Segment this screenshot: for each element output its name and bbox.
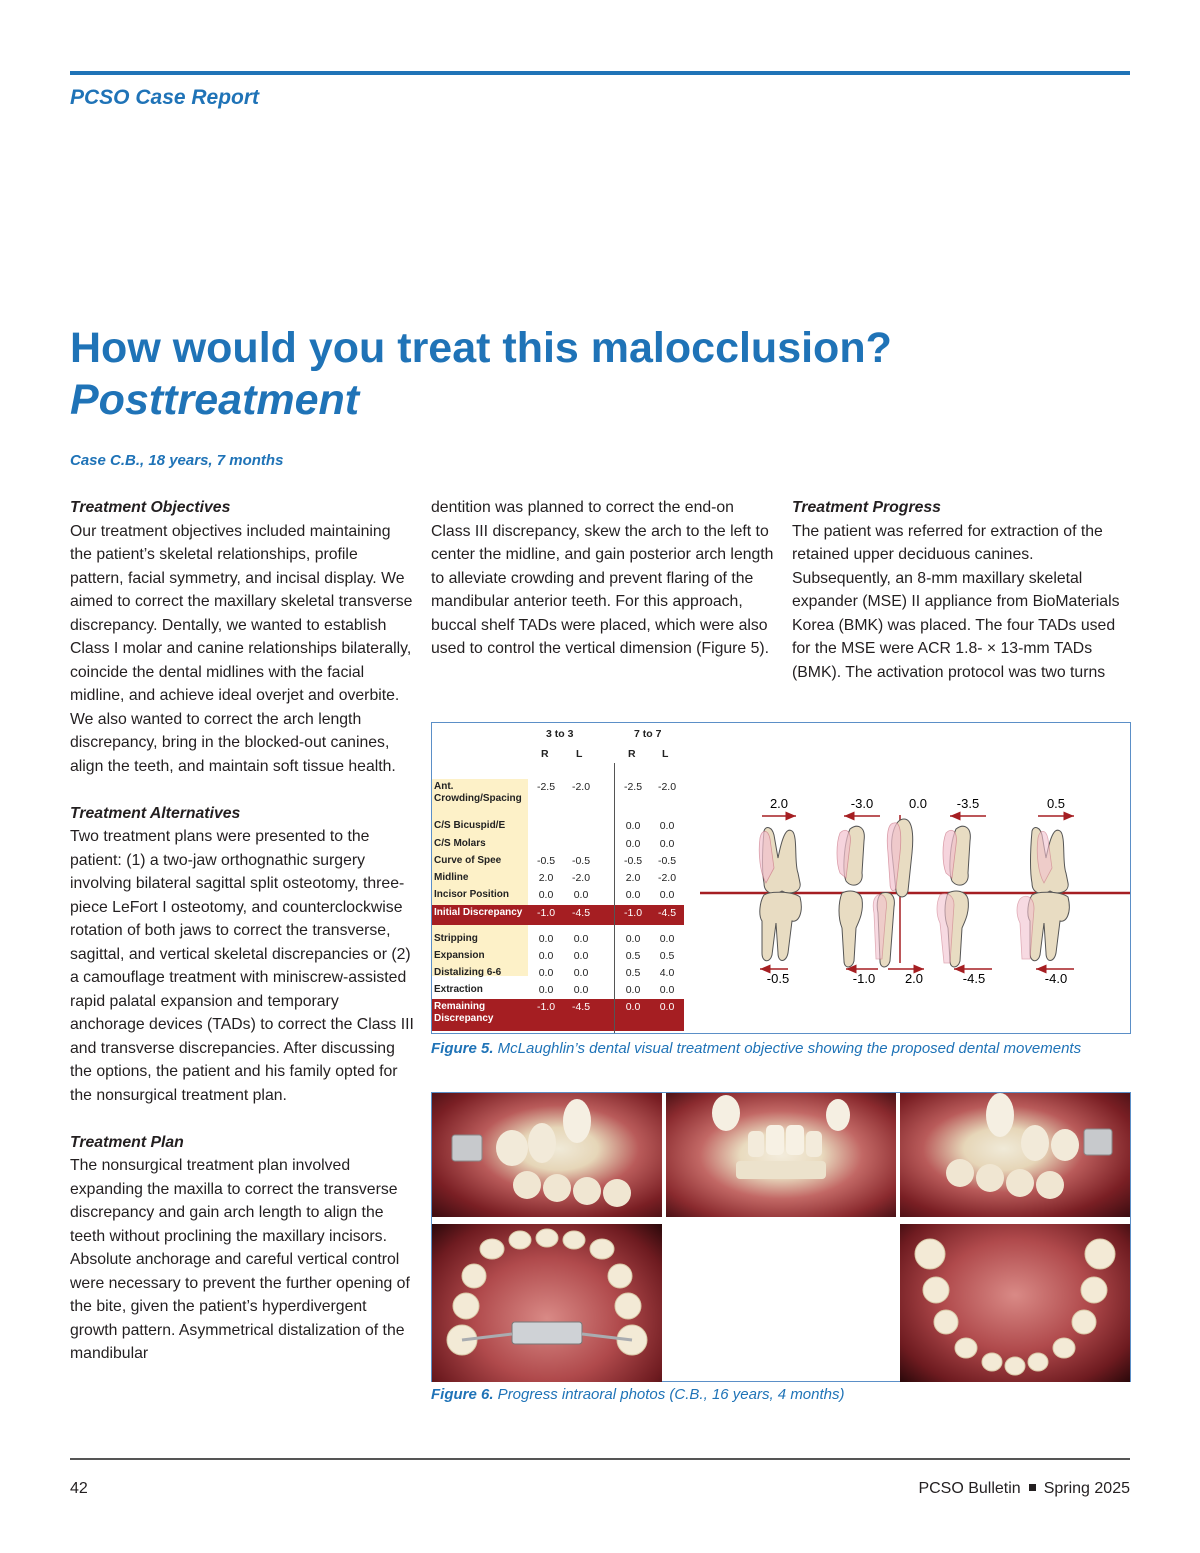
vto-cell: -2.5 — [536, 781, 556, 793]
title-main: How would you treat this malocclusion? — [70, 324, 892, 372]
upper-value: -3.5 — [956, 796, 980, 811]
figure-5-caption — [431, 1040, 1131, 1057]
section-label: PCSO Case Report — [70, 86, 260, 109]
intraoral-photo-frontal — [666, 1093, 896, 1217]
vto-row-label: Ant. Crowding/Spacing — [434, 781, 522, 804]
vto-cell: -4.5 — [571, 907, 591, 919]
vto-cell: -2.5 — [623, 781, 643, 793]
vto-row — [432, 948, 684, 965]
vto-cell: -2.0 — [657, 872, 677, 884]
col2-text: dentition was planned to correct the end-on Class III discrepancy, skew the arch to the left to center the midline, and gain posterior arch length to alleviate crowding and prevent flaring of the mandibular anterior teeth. For this approach, buccal shelf TADs were placed, which were also used to control the vertical dimension (Figure 5). — [431, 499, 774, 657]
vto-side-header: L — [576, 748, 583, 760]
vto-side-header: R — [628, 748, 636, 760]
lower-molar-left — [1028, 892, 1069, 961]
vto-group-header: 7 to 7 — [634, 728, 662, 740]
vto-row-label: C/S Bicuspid/E — [434, 820, 506, 831]
vto-row — [432, 931, 684, 948]
vto-row-label: Expansion — [434, 950, 485, 961]
vto-cell: 0.0 — [573, 984, 589, 996]
figure-6 — [431, 1092, 1131, 1382]
vto-cell: -4.5 — [657, 907, 677, 919]
column-1 — [70, 496, 415, 1366]
upper-value: 0.0 — [908, 796, 928, 811]
vto-cell: 0.0 — [659, 933, 675, 945]
figure-6-label: Figure 6. — [431, 1386, 494, 1403]
vto-cell: 4.0 — [659, 967, 675, 979]
figure-5 — [431, 722, 1131, 1034]
column-3 — [792, 496, 1132, 708]
vto-cell: 0.0 — [659, 838, 675, 850]
intraoral-photo-lower-occlusal — [900, 1224, 1130, 1382]
vto-row — [432, 836, 684, 853]
vto-cell: 0.5 — [625, 967, 641, 979]
vto-row-label: C/S Molars — [434, 838, 486, 849]
vto-cell: -1.0 — [623, 907, 643, 919]
vto-cell: 0.0 — [625, 1001, 641, 1013]
figure-6-caption-text: Progress intraoral photos (C.B., 16 years, 4 months) — [493, 1386, 845, 1403]
vto-row-label: Distalizing 6-6 — [434, 967, 502, 978]
lower-value: -0.5 — [766, 971, 790, 986]
vto-cell: 0.0 — [573, 967, 589, 979]
vto-diagram — [682, 723, 1130, 1033]
vto-row-label: Initial Discrepancy — [434, 907, 523, 918]
vto-cell: 0.0 — [538, 984, 554, 996]
vto-row-label: Curve of Spee — [434, 855, 502, 866]
vto-cell: 0.0 — [538, 950, 554, 962]
vto-cell: 0.5 — [625, 950, 641, 962]
vto-row-label: Midline — [434, 872, 469, 883]
vto-cell: -2.0 — [571, 872, 591, 884]
vto-cell: 0.0 — [625, 984, 641, 996]
vto-cell: 0.0 — [625, 838, 641, 850]
vto-cell: 0.0 — [625, 820, 641, 832]
vto-row — [432, 779, 684, 813]
vto-row — [432, 905, 684, 925]
upper-value: -3.0 — [850, 796, 874, 811]
alternatives-heading: Treatment Alternatives — [70, 804, 241, 822]
vto-cell: 0.0 — [538, 967, 554, 979]
vto-row-label: Remaining Discrepancy — [434, 1001, 494, 1024]
lower-premolar — [839, 891, 862, 967]
objectives-heading: Treatment Objectives — [70, 499, 231, 516]
plan-heading: Treatment Plan — [70, 1133, 184, 1151]
intraoral-photo-left-buccal — [900, 1093, 1130, 1217]
vto-row-label: Incisor Position — [434, 889, 510, 900]
alternatives-text: Two treatment plans were presented to the patient: (1) a two-jaw orthognathic surgery involving bilateral sagittal split osteotomy, three-piece LeFort I osteotomy, and counterclockwise rotation of both jaws to correct the transverse, sagittal, and vertical skeletal discrepancies or (2) a camouflage treatment with miniscrew-assisted rapid palatal expansion and temporary anchorage devices (TADs) to correct the Class III and transverse discrepancies. After discussing the options, the patient and his family opted for the nonsurgical treatment plan. — [70, 828, 414, 1104]
page-title — [70, 322, 1130, 426]
vto-cell: 0.0 — [625, 933, 641, 945]
lower-value: -4.0 — [1044, 971, 1068, 986]
vto-cell: 0.0 — [659, 820, 675, 832]
objectives-text: Our treatment objectives included maintaining the patient’s skeletal relationships, profile pattern, facial symmetry, and incisal display. We aimed to correct the maxillary skeletal transverse discrepancy. Dentally, we wanted to establish Class I molar and canine relationships bilaterally, coincide the dental midlines with the facial midline, and achieve ideal overjet and overbite. We also wanted to correct the arch length discrepancy, bring in the blocked-out canines, align the teeth, and maintain soft tissue health. — [70, 522, 413, 775]
vto-row-label: Extraction — [434, 984, 483, 995]
vto-table — [432, 723, 684, 1033]
figure-6-caption — [431, 1386, 1131, 1403]
vto-cell: 2.0 — [538, 872, 554, 884]
vto-cell: -0.5 — [536, 855, 556, 867]
vto-cell: 0.0 — [538, 889, 554, 901]
figure-5-label: Figure 5. — [431, 1040, 494, 1057]
upper-value: 2.0 — [769, 796, 789, 811]
vto-side-header: L — [662, 748, 669, 760]
vto-cell: 0.0 — [538, 933, 554, 945]
progress-heading: Treatment Progress — [792, 499, 941, 516]
vto-row-label: Stripping — [434, 933, 478, 944]
case-line: Case C.B., 18 years, 7 months — [70, 452, 284, 469]
vto-cell: 0.0 — [573, 933, 589, 945]
column-2 — [431, 496, 776, 684]
vto-cell: 0.0 — [659, 984, 675, 996]
vto-divider — [614, 763, 615, 1033]
vto-cell: 2.0 — [625, 872, 641, 884]
intraoral-photo-right-buccal — [432, 1093, 662, 1217]
vto-cell: -1.0 — [536, 1001, 556, 1013]
vto-group-header: 3 to 3 — [546, 728, 574, 740]
vto-row — [432, 870, 684, 887]
publication-issue: Spring 2025 — [1043, 1480, 1130, 1497]
vto-cell: 0.0 — [659, 889, 675, 901]
figure-5-caption-text: McLaughlin’s dental visual treatment objective showing the proposed dental movements — [493, 1040, 1082, 1057]
vto-cell: 0.0 — [573, 950, 589, 962]
vto-cell: -0.5 — [571, 855, 591, 867]
page-number: 42 — [70, 1480, 88, 1497]
vto-cell: -4.5 — [571, 1001, 591, 1013]
publication-name: PCSO Bulletin — [918, 1480, 1021, 1497]
bottom-rule — [70, 1458, 1130, 1460]
vto-cell: 0.0 — [573, 889, 589, 901]
vto-cell: -0.5 — [657, 855, 677, 867]
vto-cell: -0.5 — [623, 855, 643, 867]
lower-value: -4.5 — [962, 971, 986, 986]
vto-cell: 0.0 — [659, 1001, 675, 1013]
separator-square — [1029, 1484, 1036, 1491]
progress-text: The patient was referred for extraction of the retained upper deciduous canines. Subsequently, an 8-mm maxillary skeletal expander (MSE) II appliance from BioMaterials Korea (BMK) was placed. The four TADs used for the MSE were ACR 1.8- × 13-mm TADs (BMK). The activation protocol was two turns — [792, 522, 1120, 681]
vto-row — [432, 965, 684, 982]
lower-value: 2.0 — [904, 971, 924, 986]
lower-molar-right — [760, 892, 801, 961]
vto-cell: 0.0 — [625, 889, 641, 901]
vto-cell: -2.0 — [571, 781, 591, 793]
vto-row — [432, 887, 684, 904]
upper-value: 0.5 — [1046, 796, 1066, 811]
vto-cell: -2.0 — [657, 781, 677, 793]
lower-value: -1.0 — [852, 971, 876, 986]
footer-publication — [918, 1480, 1130, 1498]
vto-side-header: R — [541, 748, 549, 760]
vto-cell: 0.5 — [659, 950, 675, 962]
vto-row — [432, 818, 684, 835]
title-sub: Posttreatment — [70, 376, 360, 424]
vto-row — [432, 853, 684, 870]
top-rule — [70, 71, 1130, 75]
plan-text: The nonsurgical treatment plan involved expanding the maxilla to correct the transverse discrepancy and gain arch length to align the teeth without proclining the maxillary incisors. Absolute anchorage and careful vertical control were necessary to prevent the further opening of the bite, given the patient’s hyperdivergent growth pattern. Asymmetrical distalization of the mandibular — [70, 1157, 410, 1362]
vto-cell: -1.0 — [536, 907, 556, 919]
vto-row — [432, 982, 684, 999]
vto-row — [432, 999, 684, 1031]
intraoral-photo-upper-occlusal — [432, 1224, 662, 1382]
